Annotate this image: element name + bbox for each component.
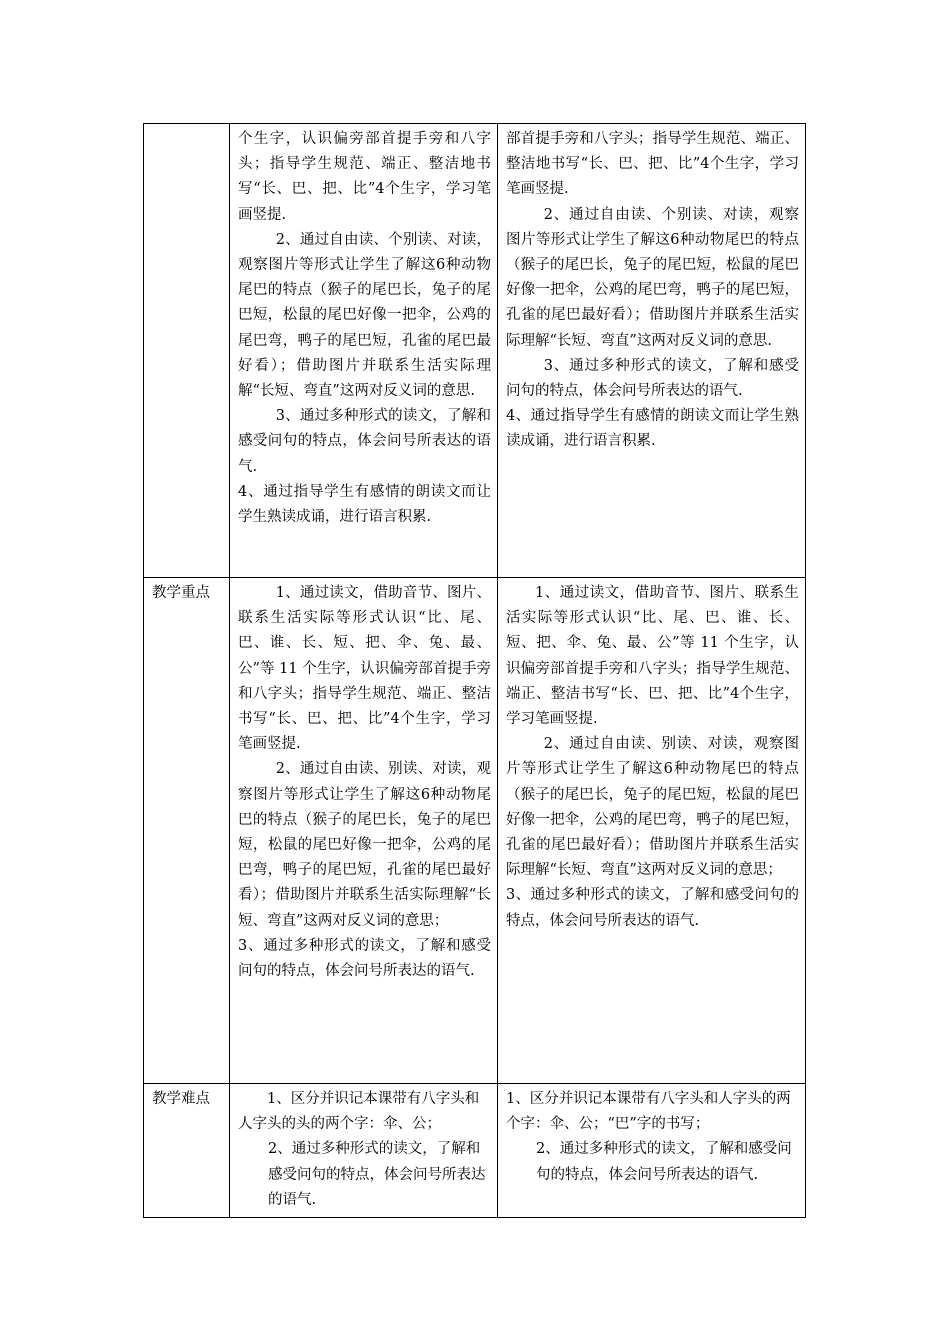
paragraph: 3、通过多种形式的读文，了解和感受问句的特点，体会问号所表达的语气. — [238, 408, 491, 475]
row-label: 教学重点 — [144, 578, 230, 1084]
paragraph: 4、通过指导学生有感情的朗读文而让学生熟读成诵，进行语言积累. — [238, 483, 491, 526]
table-row-difficulties — [144, 1084, 806, 1218]
table-row-key-points — [144, 578, 806, 1084]
row-label — [144, 124, 230, 578]
paragraph: 2、通过自由读、别读、对读，观察图片等形式让学生了解这6种动物尾巴的特点（猴子的尾巴长，兔子的尾巴短，松鼠的尾巴好像一把伞，公鸡的尾巴弯，鸭子的尾巴短，孔雀的尾巴最好看）；借助图片并联系生活实际理解“长短、弯直”这两对反义词的意思； — [238, 761, 491, 929]
paragraph: 2、通过自由读、个别读、对读，观察图片等形式让学生了解这6种动物尾巴的特点（猴子的尾巴长，兔子的尾巴短，松鼠的尾巴好像一把伞，公鸡的尾巴弯，鸭子的尾巴短，孔雀的尾巴最好看）；借助图片并联系生活实际理解“长短、弯直”这两对反义词的意思. — [238, 231, 491, 400]
right-cell — [498, 124, 806, 578]
lesson-plan-table — [143, 123, 806, 1218]
paragraph: 2、通过多种形式的读文，了解和感受问句的特点，体会问号所表达的语气. — [536, 1141, 792, 1183]
right-cell — [498, 578, 806, 1084]
paragraph: 1、区分并识记本课带有八字头和人字头的两个字：伞、公；“巴”字的书写； — [506, 1091, 791, 1133]
paragraph: 3、通过多种形式的读文，了解和感受问句的特点，体会问号所表达的语气. — [506, 357, 799, 400]
paragraph: 4、通过指导学生有感情的朗读文而让学生熟读成诵，进行语言积累. — [506, 408, 799, 450]
paragraph: 1、区分并识记本课带有八字头和人字头的头的两个字：伞、公； — [238, 1091, 480, 1133]
paragraph: 1、通过读文，借助音节、图片、联系生活实际等形式认识“比、尾、巴、谁、长、短、把、伞、兔、最、公”等 11 个生字，认识偏旁部首提手旁和八字头；指导学生规范、端正、整洁书写“长、巴、把、比”4个生字，学习笔画竖提. — [238, 585, 491, 753]
paragraph: 2、通过多种形式的读文，了解和感受问句的特点，体会问号所表达的语气. — [268, 1141, 486, 1208]
paragraph: 2、通过自由读、别读、对读，观察图片等形式让学生了解这6种动物尾巴的特点（猴子的尾巴长，兔子的尾巴短，松鼠的尾巴好像一把伞，公鸡的尾巴弯，鸭子的尾巴短，孔雀的尾巴最好看）；借助图片并联系生活实际理解“长短、弯直”这两对反义词的意思； — [506, 736, 799, 879]
paragraph: 3、通过多种形式的读文，了解和感受问句的特点，体会问号所表达的语气. — [238, 937, 491, 980]
row-label: 教学难点 — [144, 1084, 230, 1218]
left-cell — [230, 1084, 498, 1218]
left-cell — [230, 578, 498, 1084]
right-cell — [498, 1084, 806, 1218]
paragraph: 2、通过自由读、个别读、对读，观察图片等形式让学生了解这6种动物尾巴的特点（猴子的尾巴长，兔子的尾巴短，松鼠的尾巴好像一把伞，公鸡的尾巴弯，鸭子的尾巴短，孔雀的尾巴最好看）；借助图片并联系生活实际理解“长短、弯直”这两对反义词的意思. — [506, 206, 799, 349]
paragraph: 个生字，认识偏旁部首提手旁和八字头；指导学生规范、端正、整洁地书写“长、巴、把、比”4个生字，学习笔画竖提. — [238, 131, 491, 223]
paragraph: 3、通过多种形式的读文，了解和感受问句的特点，体会问号所表达的语气. — [506, 887, 799, 929]
table-row-objectives — [144, 124, 806, 578]
left-cell — [230, 124, 498, 578]
paragraph: 1、通过读文，借助音节、图片、联系生活实际等形式认识“比、尾、巴、谁、长、短、把、伞、兔、最、公”等 11 个生字，认识偏旁部首提手旁和八字头；指导学生规范、端正、整洁书写“长、巴、把、比”4个生字，学习笔画竖提. — [506, 585, 799, 728]
paragraph: 部首提手旁和八字头；指导学生规范、端正、整洁地书写“长、巴、把、比”4个生字，学习笔画竖提. — [506, 131, 799, 198]
